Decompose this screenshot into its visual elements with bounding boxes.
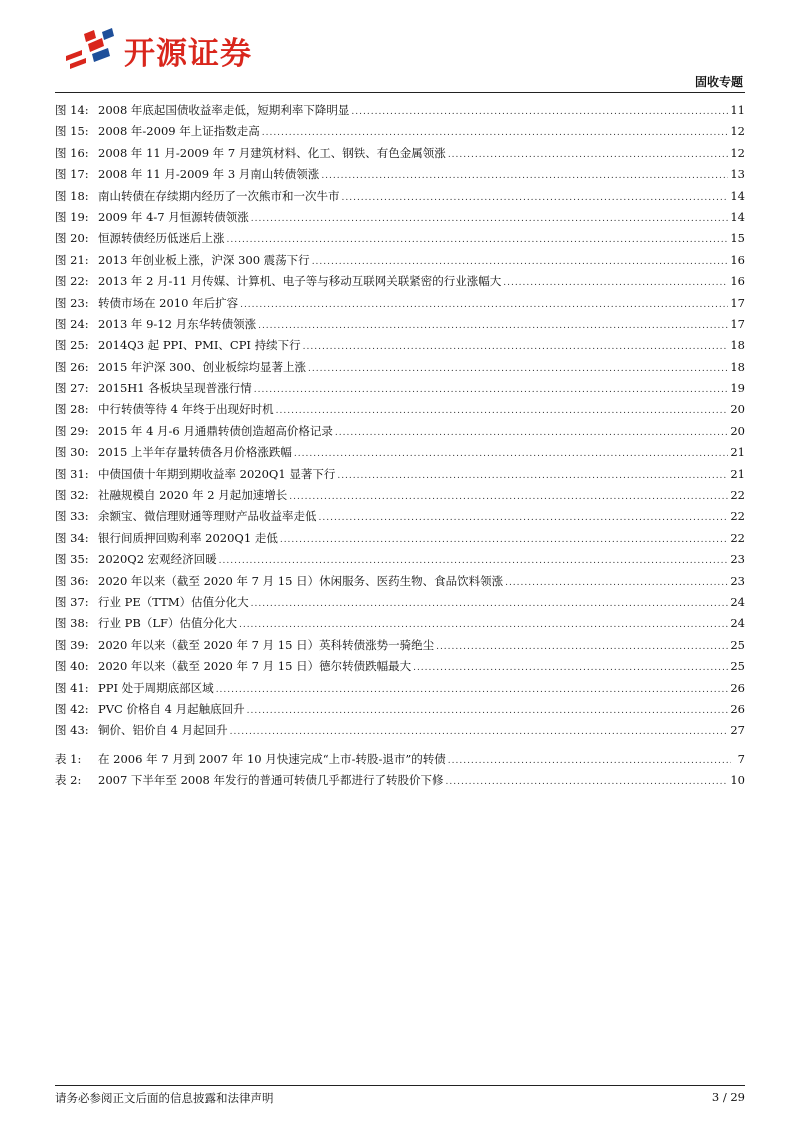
toc-entry-title: 行业 PE（TTM）估值分化大 xyxy=(98,594,249,609)
toc-entry-label: 表 1: xyxy=(55,752,82,766)
header-divider xyxy=(55,92,745,93)
toc-leader-dots xyxy=(351,102,728,123)
figure-toc-entry[interactable] xyxy=(55,314,745,335)
toc-entry-page: 14 xyxy=(730,209,745,224)
toc-leader-dots xyxy=(258,316,728,337)
toc-entry-page: 13 xyxy=(730,167,745,182)
toc-entry-title: 恒源转债经历低迷后上涨 xyxy=(98,231,225,246)
toc-entry-label: 图 38: xyxy=(55,616,89,631)
figure-toc-entry[interactable] xyxy=(55,613,745,634)
toc-entry-label: 图 42: xyxy=(55,701,89,716)
toc-entry-label: 图 37: xyxy=(55,594,89,609)
toc-entry-title: 行业 PB（LF）估值分化大 xyxy=(98,616,237,631)
figure-toc-entry[interactable] xyxy=(55,100,745,121)
figure-toc-entry[interactable] xyxy=(55,186,745,207)
toc-entry-title: 在 2006 年 7 月到 2007 年 10 月快速完成“上市-转股-退市”的转债 xyxy=(98,752,446,766)
toc-leader-dots xyxy=(312,252,729,273)
figure-toc-entry[interactable] xyxy=(55,378,745,399)
toc-entry-page: 16 xyxy=(730,274,745,289)
toc-leader-dots xyxy=(280,530,729,551)
toc-entry-page: 18 xyxy=(730,338,745,353)
toc-entry-page: 22 xyxy=(730,488,745,503)
toc-entry-label: 图 35: xyxy=(55,552,89,567)
toc-entry-label: 图 34: xyxy=(55,530,89,545)
figure-toc-entry[interactable] xyxy=(55,656,745,677)
figure-toc-entry[interactable] xyxy=(55,720,745,741)
toc-entry-page: 25 xyxy=(730,637,745,652)
toc-entry-label: 图 40: xyxy=(55,659,89,674)
toc-entry-title: 2020 年以来（截至 2020 年 7 月 15 日）德尔转债跌幅最大 xyxy=(98,659,412,674)
toc-entry-page: 20 xyxy=(730,423,745,438)
toc-leader-dots xyxy=(219,551,729,572)
toc-entry-label: 图 17: xyxy=(55,167,89,182)
toc-entry-page: 21 xyxy=(730,466,745,481)
toc-entry-page: 25 xyxy=(730,659,745,674)
toc-leader-dots xyxy=(247,701,729,722)
figure-toc-entry[interactable] xyxy=(55,271,745,292)
toc-entry-title: 2008 年底起国债收益率走低，短期利率下降明显 xyxy=(98,103,350,117)
toc-leader-dots xyxy=(294,444,728,465)
toc-entry-label: 图 29: xyxy=(55,423,89,438)
toc-leader-dots xyxy=(319,508,729,529)
toc-entry-title: 2008 年 11 月-2009 年 3 月南山转债领涨 xyxy=(98,167,320,182)
toc-leader-dots xyxy=(251,594,729,615)
toc-leader-dots xyxy=(216,680,729,701)
figure-toc-entry[interactable] xyxy=(55,293,745,314)
toc-entry-title: 南山转债在存续期内经历了一次熊市和一次牛市 xyxy=(98,188,340,203)
company-logo xyxy=(62,24,252,76)
toc-entry-page: 26 xyxy=(730,701,745,716)
toc-entry-title: 转债市场在 2010 年后扩容 xyxy=(98,295,239,310)
toc-entry-label: 图 14: xyxy=(55,103,89,117)
table-list xyxy=(55,749,745,792)
toc-entry-label: 图 26: xyxy=(55,359,89,374)
toc-entry-title: 2007 下半年至 2008 年发行的普通可转债几乎都进行了转股价下修 xyxy=(98,773,444,788)
toc-entry-page: 26 xyxy=(730,680,745,695)
toc-entry-page: 16 xyxy=(730,252,745,267)
toc-entry-label: 图 18: xyxy=(55,188,89,203)
figure-toc-entry[interactable] xyxy=(55,549,745,570)
figure-toc-entry[interactable] xyxy=(55,506,745,527)
toc-entry-page: 24 xyxy=(730,616,745,631)
toc-entry-title: 铜价、铝价自 4 月起回升 xyxy=(98,723,228,738)
toc-leader-dots xyxy=(230,722,729,743)
toc-entry-page: 11 xyxy=(730,103,745,117)
figure-toc-entry[interactable] xyxy=(55,207,745,228)
toc-entry-title: 2013 年创业板上涨，沪深 300 震荡下行 xyxy=(98,252,310,267)
toc-entry-page: 27 xyxy=(730,723,745,738)
logo-mark-icon xyxy=(62,26,118,74)
figure-toc-entry[interactable] xyxy=(55,592,745,613)
toc-leader-dots xyxy=(303,337,729,358)
toc-entry-page: 22 xyxy=(730,509,745,524)
figure-toc-entry[interactable] xyxy=(55,164,745,185)
toc-entry-page: 19 xyxy=(730,381,745,396)
toc-entry-label: 图 28: xyxy=(55,402,89,417)
figure-toc-entry[interactable] xyxy=(55,335,745,356)
toc-leader-dots xyxy=(289,487,728,508)
toc-entry-label: 图 15: xyxy=(55,124,89,139)
toc-entry-page: 15 xyxy=(730,231,745,246)
toc-leader-dots xyxy=(413,658,728,679)
toc-entry-label: 图 41: xyxy=(55,680,89,695)
toc-entry-title: PPI 处于周期底部区域 xyxy=(98,680,214,695)
toc-entry-title: 2020 年以来（截至 2020 年 7 月 15 日）英科转债涨势一骑绝尘 xyxy=(98,637,435,652)
figure-toc-entry[interactable] xyxy=(55,635,745,656)
figure-toc-entry[interactable] xyxy=(55,485,745,506)
toc-entry-title: 2015 年 4 月-6 月通鼎转债创造超高价格记录 xyxy=(98,423,333,438)
toc-leader-dots xyxy=(335,423,728,444)
toc-entry-page: 23 xyxy=(730,552,745,567)
toc-entry-title: 2015H1 各板块呈现普涨行情 xyxy=(98,381,252,396)
figure-toc-entry[interactable] xyxy=(55,228,745,249)
toc-entry-title: 2009 年 4-7 月恒源转债领涨 xyxy=(98,209,249,224)
toc-entry-label: 图 43: xyxy=(55,723,89,738)
footer-divider xyxy=(55,1085,745,1086)
toc-entry-label: 图 25: xyxy=(55,338,89,353)
toc-entry-page: 23 xyxy=(730,573,745,588)
toc-entry-title: 2013 年 9-12 月东华转债领涨 xyxy=(98,316,257,331)
section-tag: 固收专题 xyxy=(694,75,743,89)
figure-toc-entry[interactable] xyxy=(55,699,745,720)
figure-toc-entry[interactable] xyxy=(55,399,745,420)
toc-leader-dots xyxy=(254,380,729,401)
toc-leader-dots xyxy=(262,123,729,144)
toc-entry-title: 2008 年-2009 年上证指数走高 xyxy=(98,124,260,139)
toc-entry-page: 17 xyxy=(730,295,745,310)
logo-text: 开源证券 xyxy=(124,35,252,72)
toc-entry-title: 余额宝、微信理财通等理财产品收益率走低 xyxy=(98,509,317,524)
toc-entry-page: 21 xyxy=(730,445,745,460)
toc-entry-page: 24 xyxy=(730,594,745,609)
toc-entry-title: 中行转债等待 4 年终于出现好时机 xyxy=(98,402,274,417)
toc-leader-dots xyxy=(308,359,728,380)
toc-entry-page: 10 xyxy=(730,773,745,788)
toc-leader-dots xyxy=(448,751,731,772)
toc-entry-page: 17 xyxy=(730,316,745,331)
toc-leader-dots xyxy=(505,573,728,594)
toc-entry-title: 中债国债十年期到期收益率 2020Q1 显著下行 xyxy=(98,466,336,481)
toc-entry-title: 银行间质押回购利率 2020Q1 走低 xyxy=(98,530,278,545)
toc-entry-page: 20 xyxy=(730,402,745,417)
figure-toc-entry[interactable] xyxy=(55,421,745,442)
footer-disclaimer: 请务必参阅正文后面的信息披露和法律声明 xyxy=(55,1091,274,1105)
toc-entry-title: 2008 年 11 月-2009 年 7 月建筑材料、化工、钢铁、有色金属领涨 xyxy=(98,145,446,160)
toc-entry-page: 18 xyxy=(730,359,745,374)
toc-leader-dots xyxy=(436,637,728,658)
toc-entry-title: 2015 上半年存量转债各月价格涨跌幅 xyxy=(98,445,292,460)
toc-leader-dots xyxy=(240,295,728,316)
toc-entry-label: 图 31: xyxy=(55,466,89,481)
toc-entry-title: 社融规模自 2020 年 2 月起加速增长 xyxy=(98,488,288,503)
toc-leader-dots xyxy=(448,145,729,166)
toc-entry-label: 图 39: xyxy=(55,637,89,652)
toc-leader-dots xyxy=(321,166,728,187)
figure-toc-entry[interactable] xyxy=(55,528,745,549)
toc-leader-dots xyxy=(239,615,728,636)
figure-toc-entry[interactable] xyxy=(55,678,745,699)
toc-leader-dots xyxy=(503,273,728,294)
toc-leader-dots xyxy=(446,772,729,793)
toc-entry-page: 7 xyxy=(737,752,745,766)
toc-entry-label: 图 36: xyxy=(55,573,89,588)
toc-entry-page: 14 xyxy=(730,188,745,203)
figure-list xyxy=(55,100,745,742)
table-toc-entry[interactable] xyxy=(55,749,745,770)
table-toc-entry[interactable] xyxy=(55,770,745,791)
toc-leader-dots xyxy=(342,188,729,209)
toc-entry-label: 图 33: xyxy=(55,509,89,524)
figure-toc-entry[interactable] xyxy=(55,357,745,378)
figure-toc-entry[interactable] xyxy=(55,464,745,485)
toc-entry-label: 图 22: xyxy=(55,274,89,289)
toc-entry-title: 2014Q3 起 PPI、PMI、CPI 持续下行 xyxy=(98,338,301,353)
toc-leader-dots xyxy=(227,230,729,251)
toc-entry-label: 图 32: xyxy=(55,488,89,503)
figure-toc-entry[interactable] xyxy=(55,143,745,164)
figure-toc-entry[interactable] xyxy=(55,121,745,142)
toc-entry-label: 表 2: xyxy=(55,773,82,788)
toc-entry-label: 图 19: xyxy=(55,209,89,224)
toc-entry-page: 12 xyxy=(730,124,745,139)
figure-toc-entry[interactable] xyxy=(55,442,745,463)
figure-toc-entry[interactable] xyxy=(55,571,745,592)
toc-entry-title: 2020Q2 宏观经济回暖 xyxy=(98,552,217,567)
toc-entry-label: 图 20: xyxy=(55,231,89,246)
toc-entry-label: 图 23: xyxy=(55,295,89,310)
toc-entry-label: 图 27: xyxy=(55,381,89,396)
toc-entry-title: 2013 年 2 月-11 月传媒、计算机、电子等与移动互联网关联紧密的行业涨幅大 xyxy=(98,274,502,289)
toc-leader-dots xyxy=(251,209,729,230)
toc-entry-label: 图 21: xyxy=(55,252,89,267)
toc-entry-label: 图 16: xyxy=(55,145,89,160)
toc-entry-label: 图 24: xyxy=(55,316,89,331)
toc-leader-dots xyxy=(337,466,728,487)
figure-toc-entry[interactable] xyxy=(55,250,745,271)
toc-entry-title: PVC 价格自 4 月起触底回升 xyxy=(98,701,245,716)
toc-entry-label: 图 30: xyxy=(55,445,89,460)
page-number: 3 / 29 xyxy=(711,1090,745,1104)
toc-leader-dots xyxy=(276,401,729,422)
toc-entry-title: 2015 年沪深 300、创业板综均显著上涨 xyxy=(98,359,307,374)
toc-entry-title: 2020 年以来（截至 2020 年 7 月 15 日）休闲服务、医药生物、食品饮料领涨 xyxy=(98,573,504,588)
toc-entry-page: 22 xyxy=(730,530,745,545)
toc-entry-page: 12 xyxy=(730,145,745,160)
